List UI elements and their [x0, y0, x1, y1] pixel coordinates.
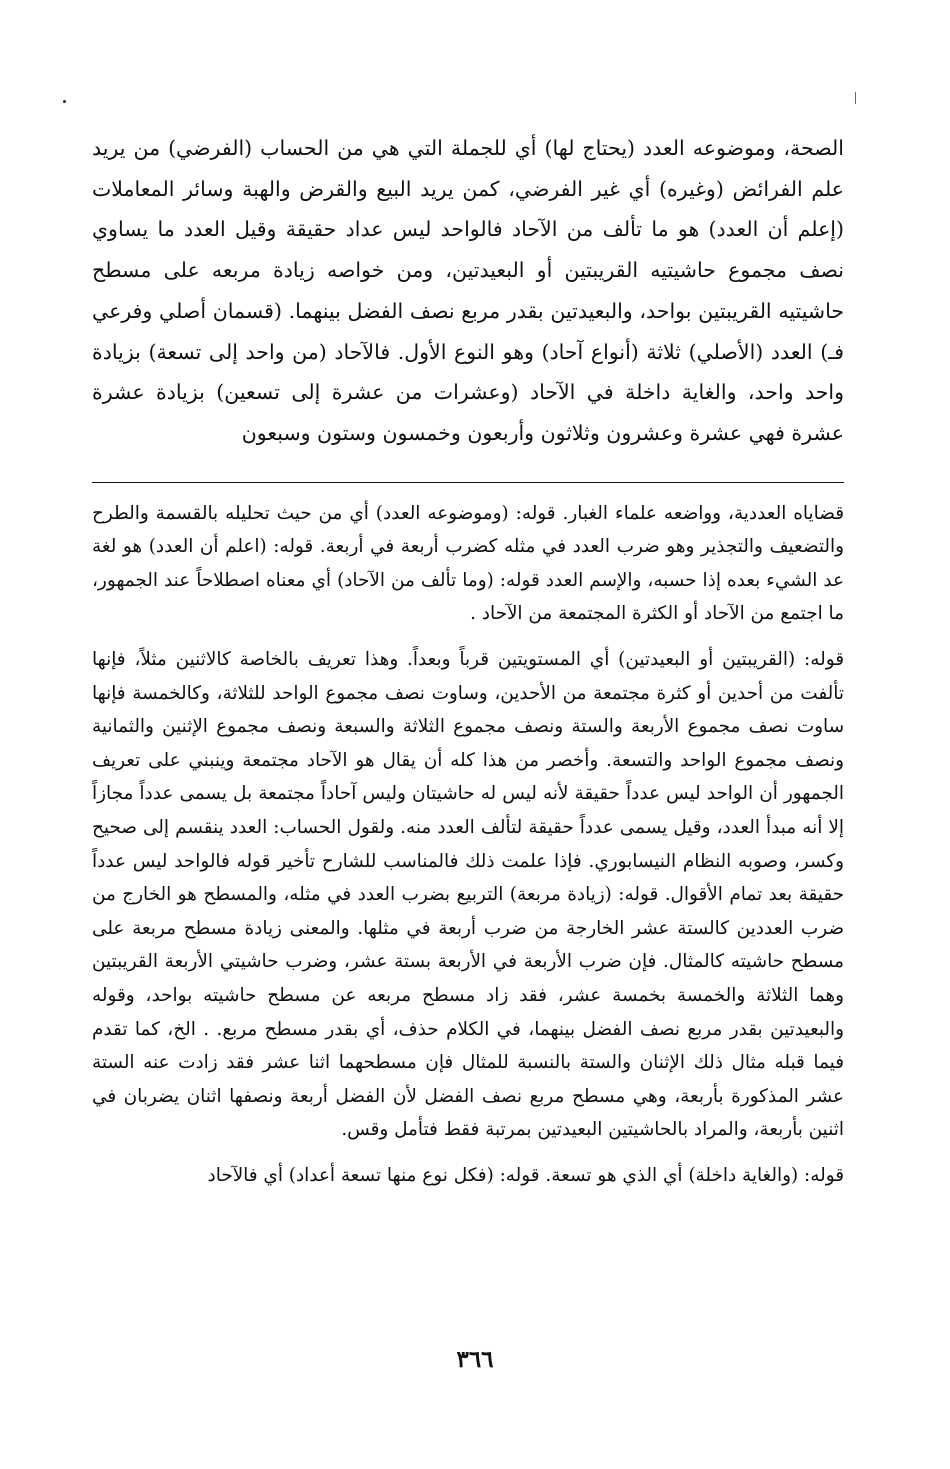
page-number: ٣٦٦: [456, 1346, 494, 1373]
footnote-divider: [92, 482, 844, 483]
scan-mark: [855, 92, 856, 104]
note-paragraph-2: قوله: (القريبتين أو البعيدتين) أي المستويتين قرباً وبعداً. وهذا تعريف بالخاصة كالاثنين مثلاً، فإنها تألفت من أحدين أو كثرة مجتمعة من الأحدين، وساوت نصف مجموع الواحد للثلاثة، وكالخمسة فإنها ساوت نصف مجموع الأربعة والستة ونصف مجموع الثلاثة والسبعة ونصف مجموع الإثنين والثمانية ونصف مجموع الواحد والتسعة. وأخصر من هذا كله أن يقال هو الآحاد مجتمعة وينبني على تعريف الجمهور أن الواحد ليس عدداً حقيقة لأنه ليس له حاشيتان وليس آحاداً مجتمعة بل يسمى عدداً مجازاً إلا أنه مبدأ العدد، وقيل يسمى عدداً حقيقة لتألف العدد منه. ولقول الحساب: العدد ينقسم إلى صحيح وكسر، وصوبه النظام النيسابوري. فإذا علمت ذلك فالمناسب للشارح تأخير قوله فالواحد ليس عدداً حقيقة بعد تمام الأقوال. قوله: (زيادة مربعة) التربيع بضرب العدد في مثله، والمسطح هو الخارج من ضرب العددين كالستة عشر الخارجة من ضرب أربعة في مثلها. والمعنى زيادة مسطح مربعة على مسطح حاشيته كالمثال. فإن ضرب الأربعة في الأربعة بستة عشر، وضرب حاشيتي الأربعة القريبتين وهما الثلاثة والخمسة بخمسة عشر، فقد زاد مسطح مربعه عن مسطح حاشيته بواحد، وقوله والبعيدتين بقدر مربع نصف الفضل بينهما، في الكلام حذف، أي بقدر مسطح مربع. . الخ، كما تقدم فيما قبله مثال ذلك الإثنان والستة بالنسبة للمثال فإن مسطحهما اثنا عشر فقد زادت عنه الستة عشر المذكورة بأربعة، وهي مسطح مربع نصف الفضل لأن الفضل أربعة ونصفها اثنان يضربان في اثنين بأربعة، والمراد بالحاشيتين البعيدتين بمرتبة فقط فتأمل وقس.: [92, 649, 844, 1141]
note-paragraph-3: قوله: (والغاية داخلة) أي الذي هو تسعة. قوله: (فكل نوع منها تسعة أعداد) أي فالآحاد: [207, 1164, 844, 1186]
scan-speck: [63, 100, 66, 103]
page-body: [92, 128, 844, 1205]
main-text: [92, 128, 844, 454]
commentary-notes: [92, 497, 844, 1193]
note-paragraph-1: قضاياه العددية، وواضعه علماء الغبار. قوله: (وموضوعه العدد) أي من حيث تحليله بالقسمة والطرح والتضعيف والتجذير وهو ضرب العدد في مثله كضرب أربعة في أربعة. قوله: (اعلم أن العدد) هو لغة عد الشيء بعده إذا حسبه، والإسم العدد قوله: (وما تألف من الآحاد) أي معناه اصطلاحاً عند الجمهور، ما اجتمع من الآحاد أو الكثرة المجتمعة من الآحاد .: [92, 502, 844, 625]
main-paragraph: الصحة، وموضوعه العدد (يحتاج لها) أي للجملة التي هي من الحساب (الفرضي) من يريد علم الفرائض (وغيره) أي غير الفرضي، كمن يريد البيع والقرض والهبة وسائر المعاملات (إعلم أن العدد) هو ما تألف من الآحاد فالواحد ليس عداد حقيقة وقيل العدد ما يساوي نصف مجموع حاشيتيه القريبتين أو البعيدتين، ومن خواصه زيادة مربعه على مسطح حاشيتيه القريبتين بواحد، والبعيدتين بقدر مربع نصف الفضل بينهما. (قسمان أصلي وفرعي فـ) العدد (الأصلي) ثلاثة (أنواع آحاد) وهو النوع الأول. فالآحاد (من واحد إلى تسعة) بزيادة واحد واحد، والغاية داخلة في الآحاد (وعشرات من عشرة إلى تسعين) بزيادة عشرة عشرة فهي عشرة وعشرون وثلاثون وأربعون وخمسون وستون وسبعون: [92, 136, 844, 445]
